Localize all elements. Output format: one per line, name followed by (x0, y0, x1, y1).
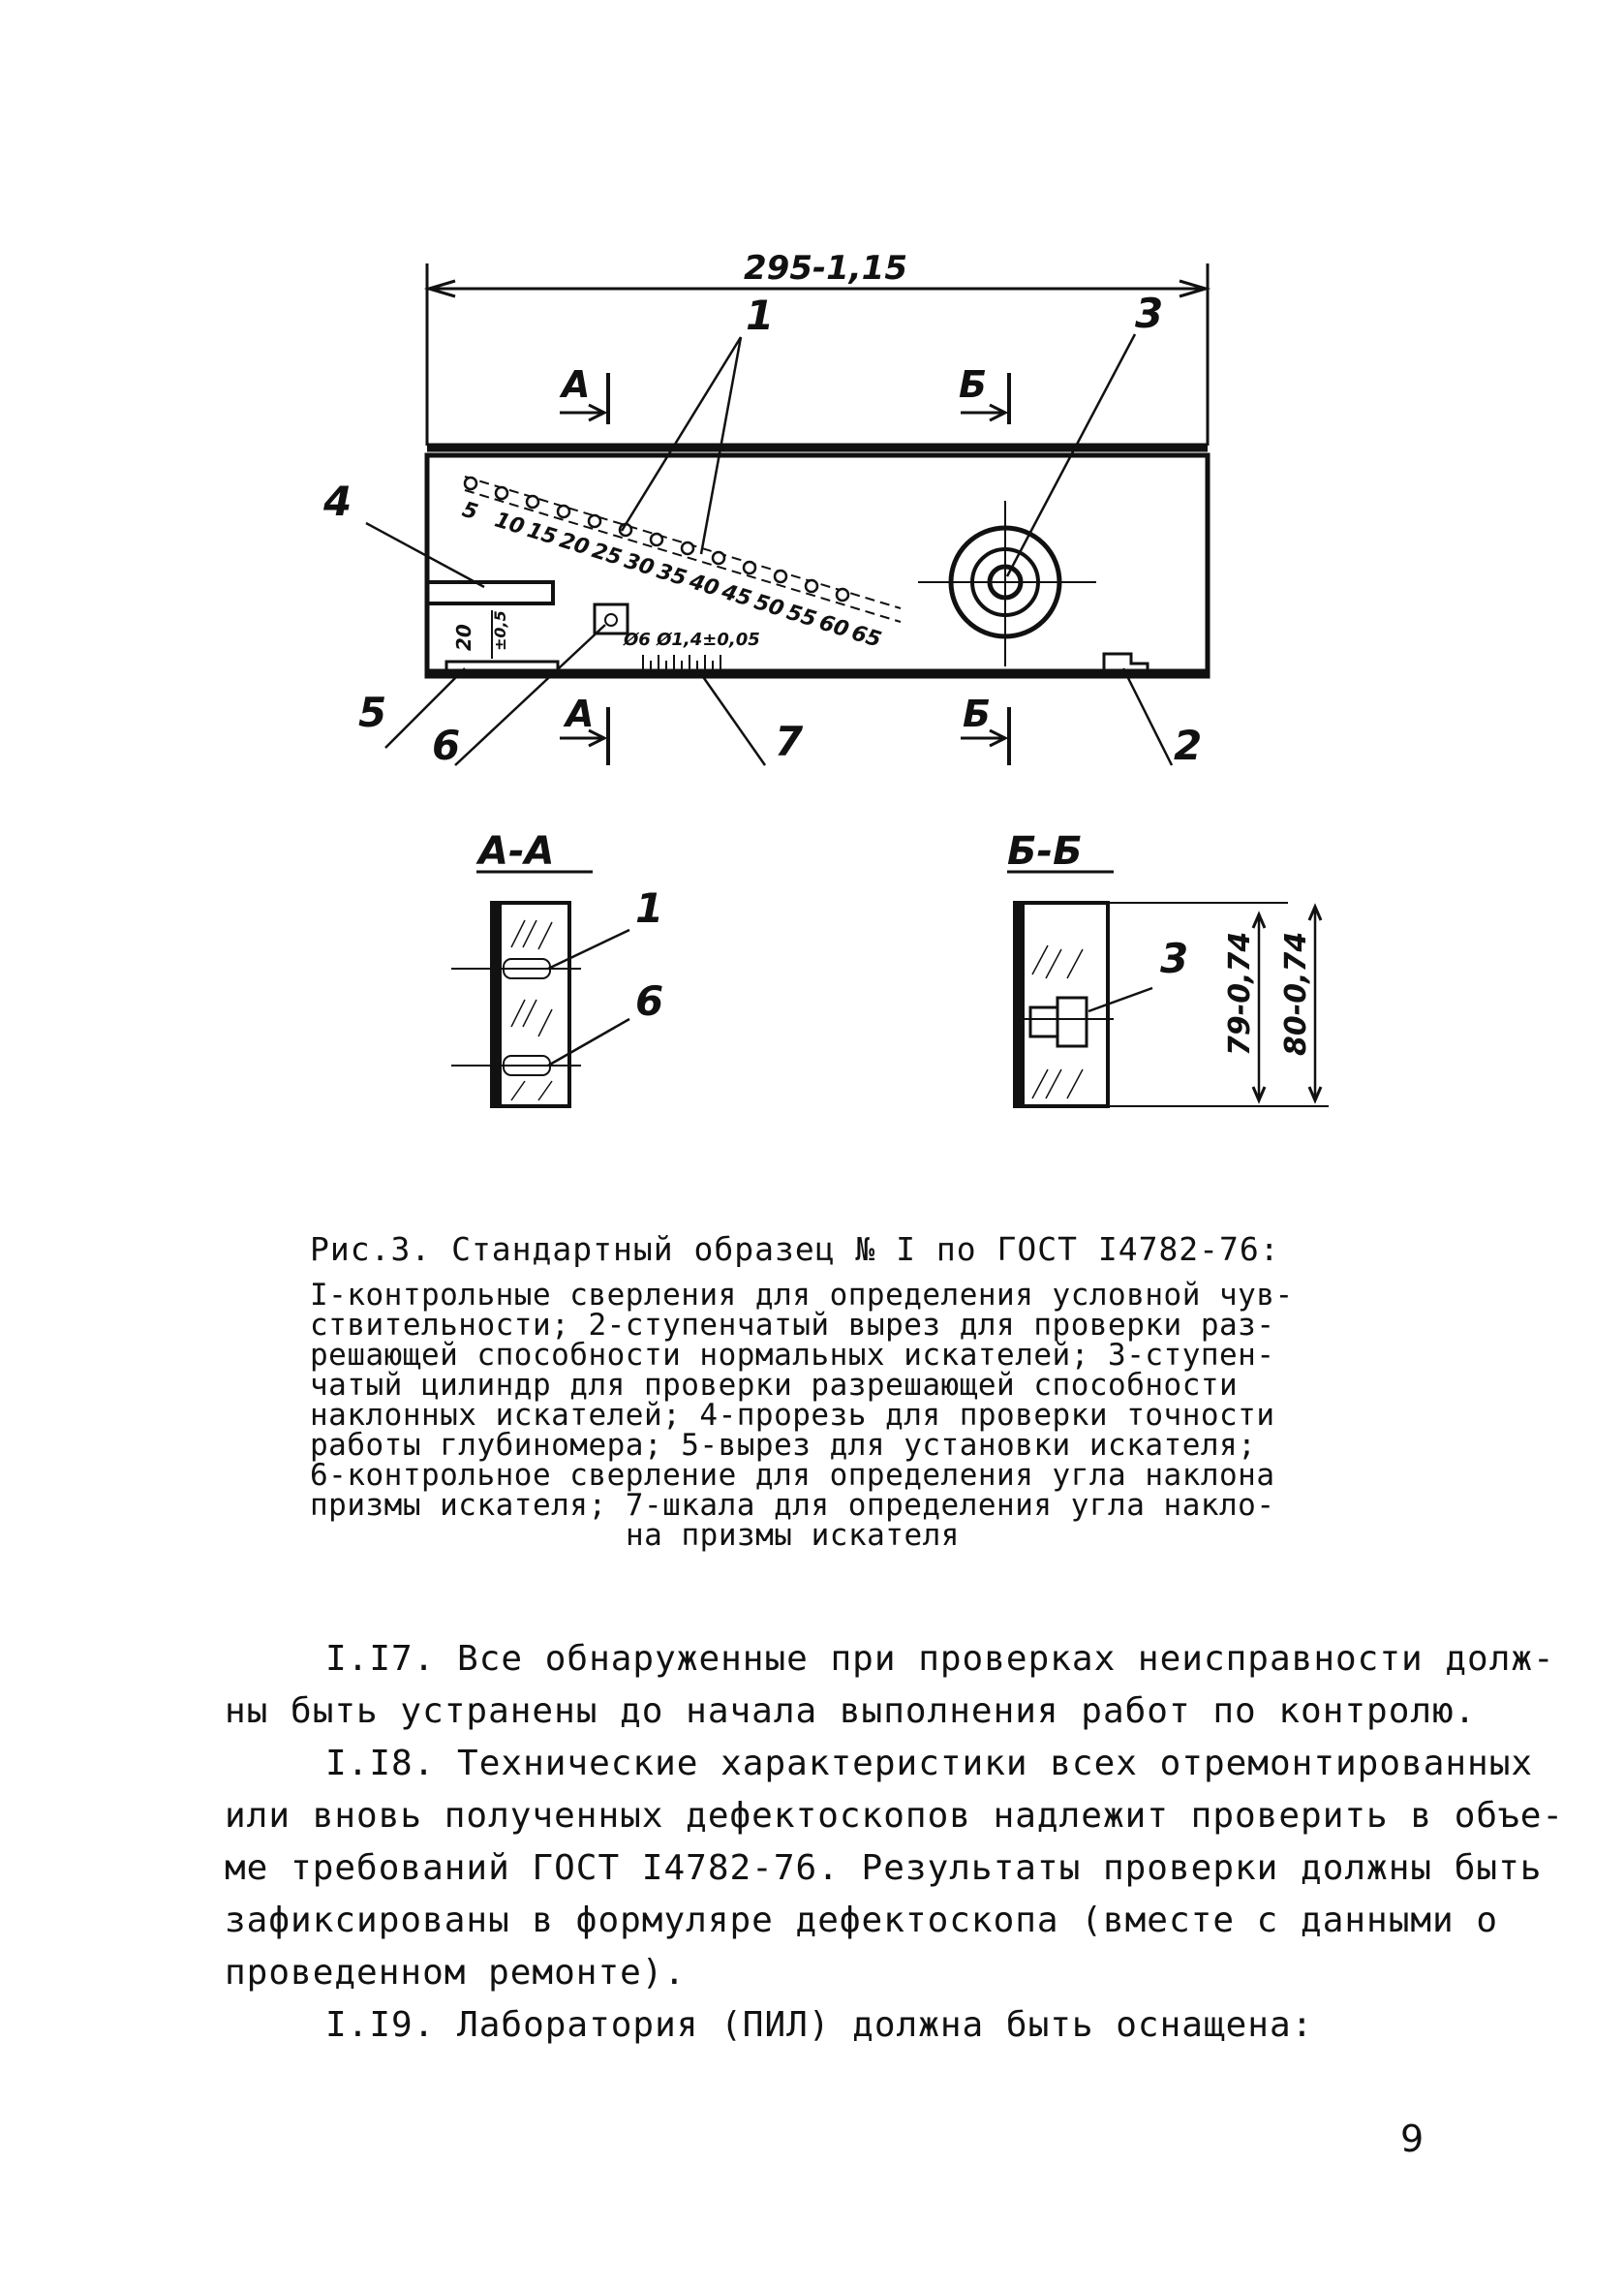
scale-number: 20 (556, 528, 593, 561)
caption-line: на призмы искателя (626, 1518, 960, 1553)
section-aa-callout-6: 6 (635, 977, 664, 1025)
scale-number: 55 (783, 600, 819, 633)
callout-3: 3 (1135, 290, 1164, 337)
scale-number: 30 (621, 548, 658, 581)
section-aa-title: А-А (478, 829, 555, 874)
paragraph-line: или вновь полученных дефектоскопов надлежит проверить в объе- (225, 1796, 1565, 1836)
callout-1: 1 (746, 292, 775, 339)
slot-dim-20: 20 (452, 624, 475, 651)
caption-line: ствительности; 2-ступенчатый вырез для проверки раз- (310, 1308, 1275, 1343)
section-marker-b-top: Б (959, 363, 987, 406)
section-marker-a-top: А (562, 363, 591, 406)
scale-number: 40 (686, 570, 722, 602)
paragraph-line: проведенном ремонте). (225, 1953, 687, 1993)
dim-80: 80-0,74 (1279, 931, 1313, 1056)
paragraph-line: ны быть устранены до начала выполнения работ по контролю. (225, 1691, 1477, 1731)
callout-2: 2 (1174, 722, 1203, 769)
paragraph-line: ме требований ГОСТ I4782-76. Результаты проверки должны быть (225, 1848, 1543, 1888)
scale-number: 65 (848, 621, 884, 653)
slot-dim-tol: ±0,5 (491, 610, 509, 651)
page-number: 9 (1400, 2118, 1425, 2160)
caption-line: решающей способности нормальных искателей; 3-ступен- (310, 1338, 1275, 1373)
scale-number: 5 (459, 497, 481, 526)
scale-number: 45 (719, 579, 754, 612)
section-bb-title: Б-Б (1007, 829, 1083, 874)
overall-dimension: 295-1,15 (744, 249, 907, 288)
section-aa-callout-1: 1 (635, 884, 664, 932)
section-marker-b-bottom: Б (963, 693, 991, 735)
paragraph-1-19: I.I9. Лаборатория (ПИЛ) должна быть оснащена: (325, 2005, 1314, 2045)
dim-79: 79-0,74 (1223, 931, 1257, 1056)
scale-number: 50 (751, 590, 787, 623)
caption-line: наклонных искателей; 4-прорезь для проверки точности (310, 1398, 1275, 1433)
scale-number: 35 (654, 559, 689, 592)
caption-line: I-контрольные сверления для определения условной чув- (310, 1278, 1294, 1313)
section-marker-a-bottom: А (566, 693, 595, 735)
paragraph-line: зафиксированы в формуляре дефектоскопа (вместе с данными о (225, 1901, 1499, 1940)
paragraph-1-18: I.I8. Технические характеристики всех отремонтированных (325, 1744, 1534, 1783)
caption-line: работы глубиномера; 5-вырез для установки искателя; (310, 1428, 1257, 1463)
callout-7: 7 (775, 718, 804, 765)
callout-5: 5 (358, 689, 387, 736)
scale-number: 15 (524, 518, 560, 550)
mini-scale-label: Ø6 Ø1,4±0,05 (624, 630, 760, 650)
scale-number: 25 (589, 539, 625, 572)
scale-number: 10 (491, 508, 528, 541)
scale-number: 60 (815, 610, 852, 643)
caption-line: 6-контрольное сверление для определения угла наклона (310, 1458, 1275, 1493)
callout-6: 6 (432, 722, 461, 769)
figure-caption-title: Рис.3. Стандартный образец № I по ГОСТ I4782-76: (310, 1230, 1280, 1268)
caption-line: призмы искателя; 7-шкала для определения угла накло- (310, 1488, 1275, 1523)
paragraph-1-17: I.I7. Все обнаруженные при проверках неисправности долж- (325, 1639, 1555, 1679)
section-bb-callout-3: 3 (1160, 935, 1189, 982)
caption-line: чатый цилиндр для проверки разрешающей способности (310, 1368, 1239, 1403)
callout-4: 4 (323, 478, 352, 525)
